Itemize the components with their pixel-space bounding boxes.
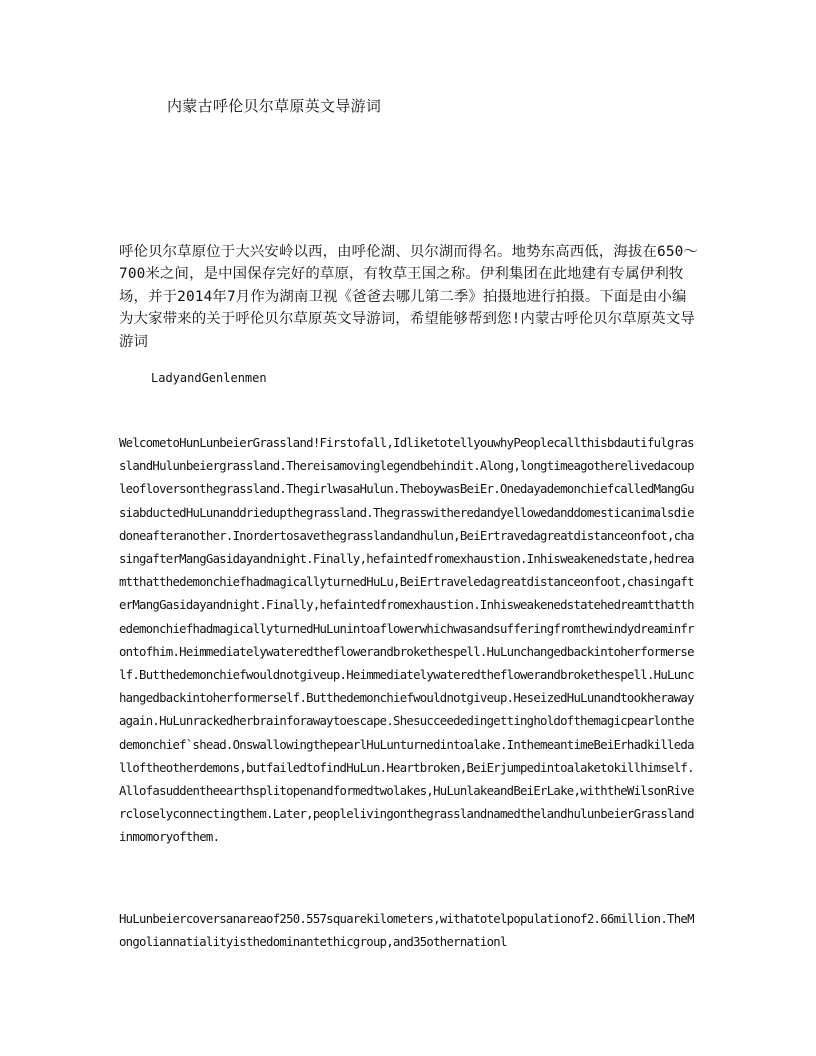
population-paragraph: HuLunbeiercoversanareaof250.557squarekilometers,withatotelpopulationof2.66million.TheMongoliannatialityisthedominantethicgroup,and35othernationl bbox=[119, 912, 694, 950]
document-title: 内蒙古呼伦贝尔草原英文导游词 bbox=[167, 97, 382, 115]
greeting-line: LadyandGenlenmen bbox=[151, 371, 267, 385]
legend-paragraph: WelcometoHunLunbeierGrassland!Firstofall,IdliketotellyouwhyPeoplecallthisbdautifulgrasslandHulunbeiergrassland.Thereisamovinglegendbehindit.Along,longtimeagotherelivedacoupleofloversonthegrassland.ThegirlwasaHulun.TheboywasBeiEr.OnedayademonchiefcalledMangGusiabductedHuLunanddriedupthegrassland.Thegrasswitheredandyellowedanddomesticanimalsdiedoneafteranother.Inordertosavethegrasslandandhulun,BeiErtravedagreatdistanceonfoot,chasingafterMangGasidayandnight.Finally,hefaintedfromexhaustion.Inhisweakenedstate,hedreamtthatthedemonchiefhadmagicallyturnedHuLu,BeiErtraveledagreatdistanceonfoot,chasingafterMangGasidayandnight.Finally,hefaintedfromexhaustion.InhisweakenedstatehedreamtthatthedemonchiefhadmagicallyturnedHuLunintoaflowerwhichwasandsufferingfromthewindydreaminfrontofhim.Heimmediatelywateredtheflowerandbrokethespell.HuLunchangedbackintoherformerself.Butthedemonchiefwouldnotgiveup.Heimmediatelywateredtheflowerandbrokethespell.HuLunchangedbackintoherformerself.Butthedemonchiefwouldnotgiveup.HeseizedHuLunandtookherawayagain.HuLunrackedherbrainforawaytoescape.Shesucceededingettingholdofthemagicpearlonthedemonchief`shead.OnswallowingthepearlHuLunturnedintoalake.InthemeantimeBeiErhadkilledalloftheotherdemons,butfailedtofindHuLun.Heartbroken,BeiErjumpedintoalaketokillhimself.Allofasuddentheearthsplitopenandformedtwolakes,HuLunlakeandBeiErLake,withtheWilsonRivercloselyconnectingthem.Later,peoplelivingonthegrasslandnamedthelandhulunbeierGrasslandinmomoryofthem. bbox=[119, 436, 694, 845]
intro-paragraph: 呼伦贝尔草原位于大兴安岭以西，由呼伦湖、贝尔湖而得名。地势东高西低，海拔在650～700米之间，是中国保存完好的草原，有牧草王国之称。伊利集团在此地建有专属伊利牧场，并于2014年7月作为湖南卫视《爸爸去哪儿第二季》拍摄地进行拍摄。下面是由小编为大家带来的关于呼伦贝尔草原英文导游词，希望能够帮到您!内蒙古呼伦贝尔草原英文导游词 bbox=[119, 244, 698, 350]
